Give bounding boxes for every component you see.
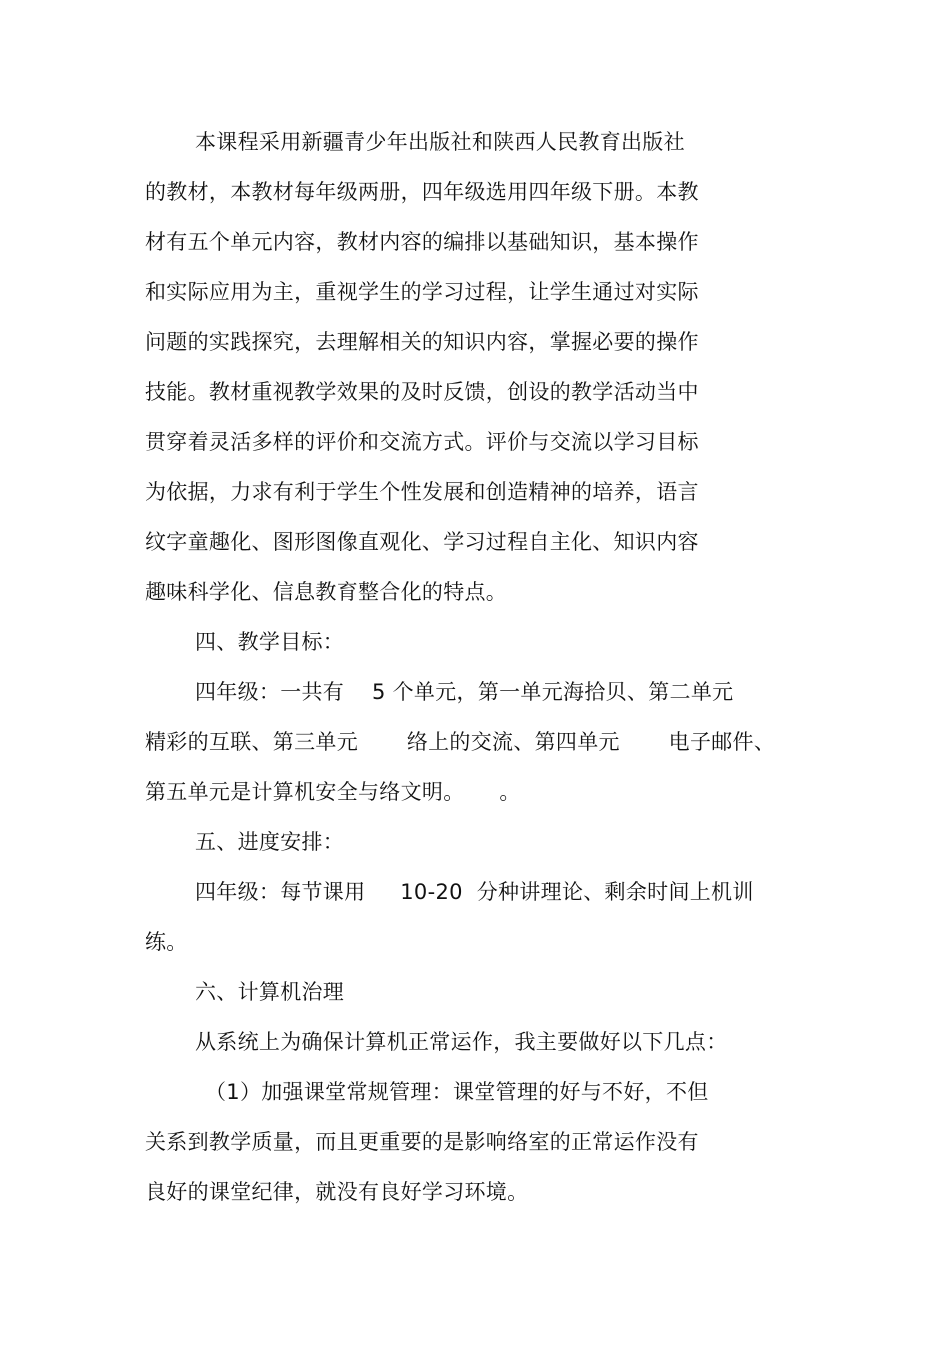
paragraph-line: 材有五个单元内容，教材内容的编排以基础知识，基本操作	[145, 230, 699, 254]
paragraph-line: 技能。教材重视教学效果的及时反馈，创设的教学活动当中	[145, 380, 699, 404]
paragraph-line: 关系到教学质量，而且更重要的是影响络室的正常运作没有	[145, 1130, 699, 1154]
paragraph-line: 练。	[145, 930, 188, 954]
list-item-1: （1）加强课堂常规管理：课堂管理的好与不好，不但	[205, 1080, 709, 1104]
paragraph-line: 趣味科学化、信息教育整合化的特点。	[145, 580, 508, 604]
paragraph-line: 问题的实践探究，去理解相关的知识内容，掌握必要的操作	[145, 330, 699, 354]
paragraph-line: 四年级：每节课用 10-20 分种讲理论、剩余时间上机训	[195, 880, 754, 904]
section-heading-schedule: 五、进度安排：	[195, 830, 345, 854]
paragraph-line: 本课程采用新疆青少年出版社和陕西人民教育出版社	[195, 130, 685, 154]
paragraph-line: 从系统上为确保计算机正常运作，我主要做好以下几点：	[195, 1030, 728, 1054]
paragraph-line: 的教材，本教材每年级两册，四年级选用四年级下册。本教	[145, 180, 699, 204]
paragraph-line: 良好的课堂纪律，就没有良好学习环境。	[145, 1180, 529, 1204]
section-heading-computer-management: 六、计算机治理	[195, 980, 345, 1004]
paragraph-line: 四年级：一共有 5 个单元，第一单元海拾贝、第二单元	[195, 680, 734, 704]
paragraph-line: 精彩的互联、第三单元 络上的交流、第四单元 电子邮件、	[145, 730, 776, 754]
paragraph-line: 纹字童趣化、图形图像直观化、学习过程自主化、知识内容	[145, 530, 699, 554]
paragraph-line: 为依据，力求有利于学生个性发展和创造精神的培养，语言	[145, 480, 699, 504]
paragraph-line: 和实际应用为主，重视学生的学习过程，让学生通过对实际	[145, 280, 699, 304]
section-heading-teaching-goals: 四、教学目标：	[195, 630, 345, 654]
paragraph-line: 第五单元是计算机安全与络文明。 。	[145, 780, 521, 804]
paragraph-line: 贯穿着灵活多样的评价和交流方式。评价与交流以学习目标	[145, 430, 699, 454]
